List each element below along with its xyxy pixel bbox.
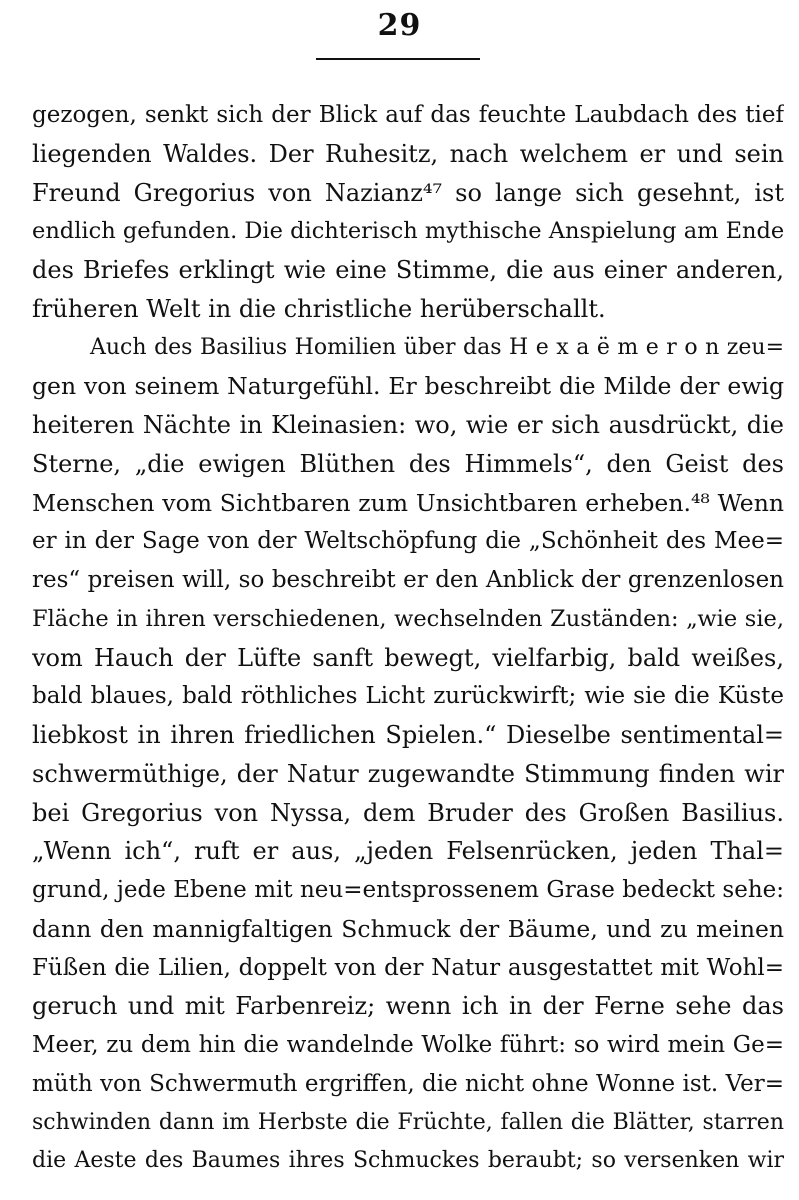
text-line: bei Gregorius von Nyssa, dem Bruder des Großen Basilius. xyxy=(32,798,784,827)
text-line: Auch des Basilius Homilien über das H e x a ë m e r o n zeu= xyxy=(90,334,784,360)
text-line: endlich gefunden. Die dichterisch mythische Anspielung am Ende xyxy=(32,218,784,245)
text-line: die Aeste des Baumes ihres Schmuckes beraubt; so versenken wir xyxy=(32,1148,784,1174)
text-line: des Briefes erklingt wie eine Stimme, die aus einer anderen, xyxy=(32,256,784,284)
text-line: „Wenn ich“, ruft er aus, „jeden Felsenrücken, jeden Thal= xyxy=(32,837,784,866)
text-line: res“ preisen will, so beschreibt er den Anblick der grenzenlosen xyxy=(32,567,784,593)
text-line: Meer, zu dem hin die wandelnde Wolke führt: so wird mein Ge= xyxy=(32,1032,784,1058)
text-line: Freund Gregorius von Nazianz⁴⁷ so lange sich gesehnt, ist xyxy=(32,178,784,207)
text-line: gen von seinem Naturgefühl. Er beschreibt die Milde der ewig xyxy=(32,372,784,401)
text-line: schwinden dann im Herbste die Früchte, fallen die Blätter, starren xyxy=(32,1109,784,1135)
text-line: Füßen die Lilien, doppelt von der Natur ausgestattet mit Wohl= xyxy=(32,954,784,981)
text-line: bald blaues, bald röthliches Licht zurückwirft; wie sie die Küste xyxy=(32,683,784,710)
text-line: Sterne, „die ewigen Blüthen des Himmels“, den Geist des xyxy=(32,449,784,478)
text-line: er in der Sage von der Weltschöpfung die „Schönheit des Mee= xyxy=(32,528,784,555)
page-number: 29 xyxy=(377,8,422,43)
text-line: Menschen vom Sichtbaren zum Unsichtbaren erheben.⁴⁸ Wenn xyxy=(32,488,784,517)
text-line: heiteren Nächte in Kleinasien: wo, wie er sich ausdrückt, die xyxy=(32,411,784,439)
text-line: früheren Welt in die christliche herüberschallt. xyxy=(32,294,606,323)
text-line: dann den mannigfaltigen Schmuck der Bäume, und zu meinen xyxy=(32,914,784,943)
text-line: liebkost in ihren friedlichen Spielen.“ Dieselbe sentimental= xyxy=(32,721,784,749)
text-line: schwermüthige, der Natur zugewandte Stimmung finden wir xyxy=(32,759,784,788)
text-line: geruch und mit Farbenreiz; wenn ich in der Ferne sehe das xyxy=(32,992,784,1021)
text-line: liegenden Waldes. Der Ruhesitz, nach welchem er und sein xyxy=(32,139,784,168)
text-line: gezogen, senkt sich der Blick auf das feuchte Laubdach des tief xyxy=(32,102,784,128)
text-line: grund, jede Ebene mit neu=entsprossenem Grase bedeckt sehe: xyxy=(32,877,784,903)
body-text xyxy=(32,96,784,1181)
text-line: müth von Schwermuth ergriffen, die nicht ohne Wonne ist. Ver= xyxy=(32,1070,784,1097)
text-line: vom Hauch der Lüfte sanft bewegt, vielfarbig, bald weißes, xyxy=(32,643,784,672)
header-rule xyxy=(316,58,480,60)
text-line: Fläche in ihren verschiedenen, wechselnden Zuständen: „wie sie, xyxy=(32,605,784,632)
